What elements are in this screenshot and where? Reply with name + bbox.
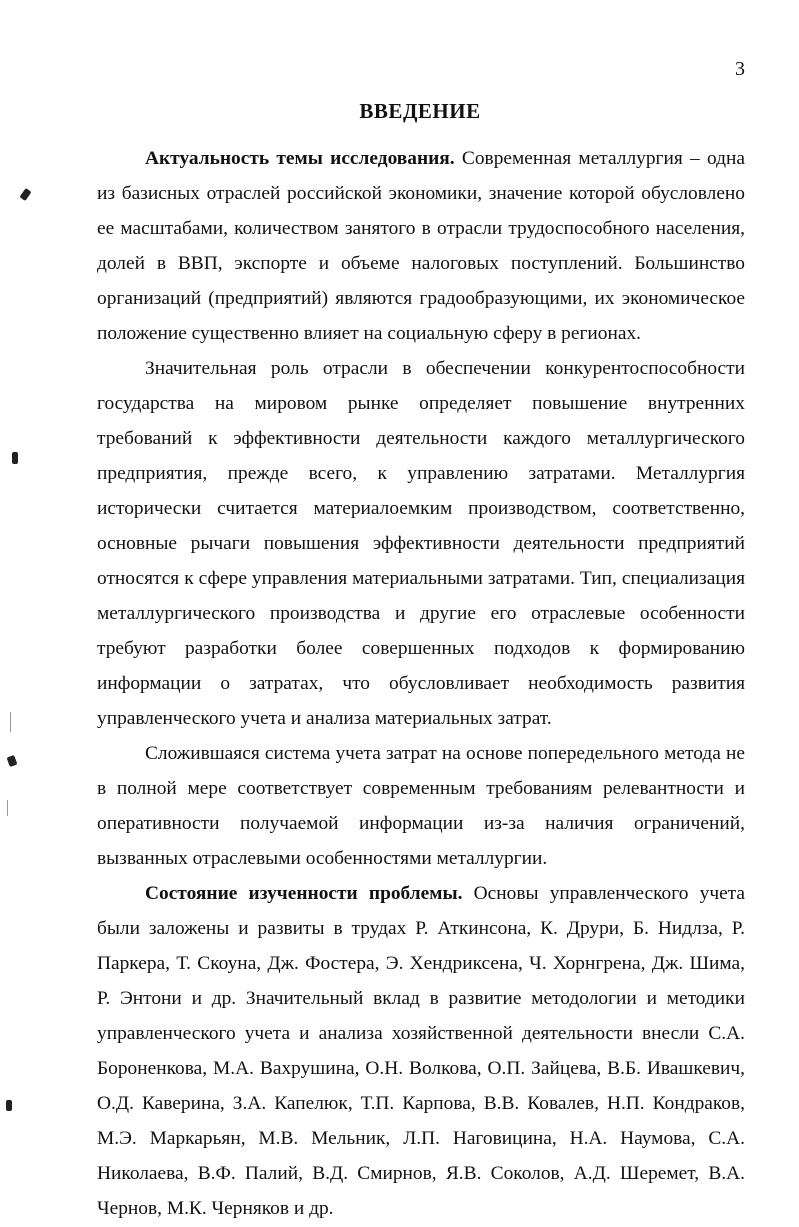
paragraph-industry-role bbox=[97, 351, 745, 736]
paragraph-cost-system bbox=[97, 736, 745, 876]
paragraph-lead: Состояние изученности проблемы. bbox=[145, 883, 463, 904]
paragraph-relevance bbox=[97, 141, 745, 351]
paragraph-text: Значительная роль отрасли в обеспечении конкурентоспособности государства на мировом рынке определяет повышение внутренних требований к эффективности деятельности каждого металлургического предприятия, прежде всего, к управлению затратами. Металлургия исторически считается материалоемким производством, соответственно, основные рычаги повышения эффективности деятельности предприятий относятся к сфере управления материальными затратами. Тип, специализация металлургического производства и другие его отраслевые особенности требуют разработки более совершенных подходов к формированию информации о затратах, что обусловливает необходимость развития управленческого учета и анализа материальных затрат. bbox=[97, 358, 745, 729]
document-body bbox=[97, 141, 745, 1226]
scan-mark bbox=[6, 1100, 12, 1111]
paragraph-text: Современная металлургия – одна из базисных отраслей российской экономики, значение которой обусловлено ее масштабами, количеством занятого в отрасли трудоспособного населения, долей в ВВП, экспорте и объеме налоговых поступлений. Большинство организаций (предприятий) являются градообразующими, их экономическое положение существенно влияет на социальную сферу в регионах. bbox=[97, 148, 745, 344]
scan-speck bbox=[10, 712, 11, 732]
scan-mark bbox=[19, 188, 31, 201]
paragraph-research-state bbox=[97, 876, 745, 1226]
page-number: 3 bbox=[735, 58, 745, 80]
scan-speck bbox=[7, 800, 8, 816]
paragraph-text: Сложившаяся система учета затрат на основе попередельного метода не в полной мере соответствует современным требованиям релевантности и оперативности получаемой информации из-за наличия ограничений, вызванных отраслевыми особенностями металлургии. bbox=[97, 743, 745, 869]
scan-mark bbox=[7, 755, 18, 767]
scan-mark bbox=[12, 452, 18, 464]
page-title: ВВЕДЕНИЕ bbox=[359, 99, 481, 123]
paragraph-text: Основы управленческого учета были заложены и развиты в трудах Р. Аткинсона, К. Друри, Б. Нидлза, Р. Паркера, Т. Скоуна, Дж. Фостера, Э. Хендриксена, Ч. Хорнгрена, Дж. Шима, Р. Энтони и др. Значительный вклад в развитие методологии и методики управленческого учета и анализа хозяйственной деятельности внесли С.А. Бороненкова, М.А. Вахрушина, О.Н. Волкова, О.П. Зайцева, В.Б. Ивашкевич, О.Д. Каверина, З.А. Капелюк, Т.П. Карпова, В.В. Ковалев, Н.П. Кондраков, М.Э. Маркарьян, М.В. Мельник, Л.П. Наговицина, Н.А. Наумова, С.А. Николаева, В.Ф. Палий, В.Д. Смирнов, Я.В. Соколов, А.Д. Шеремет, В.А. Чернов, М.К. Черняков и др. bbox=[97, 883, 745, 1219]
paragraph-lead: Актуальность темы исследования. bbox=[145, 148, 455, 169]
